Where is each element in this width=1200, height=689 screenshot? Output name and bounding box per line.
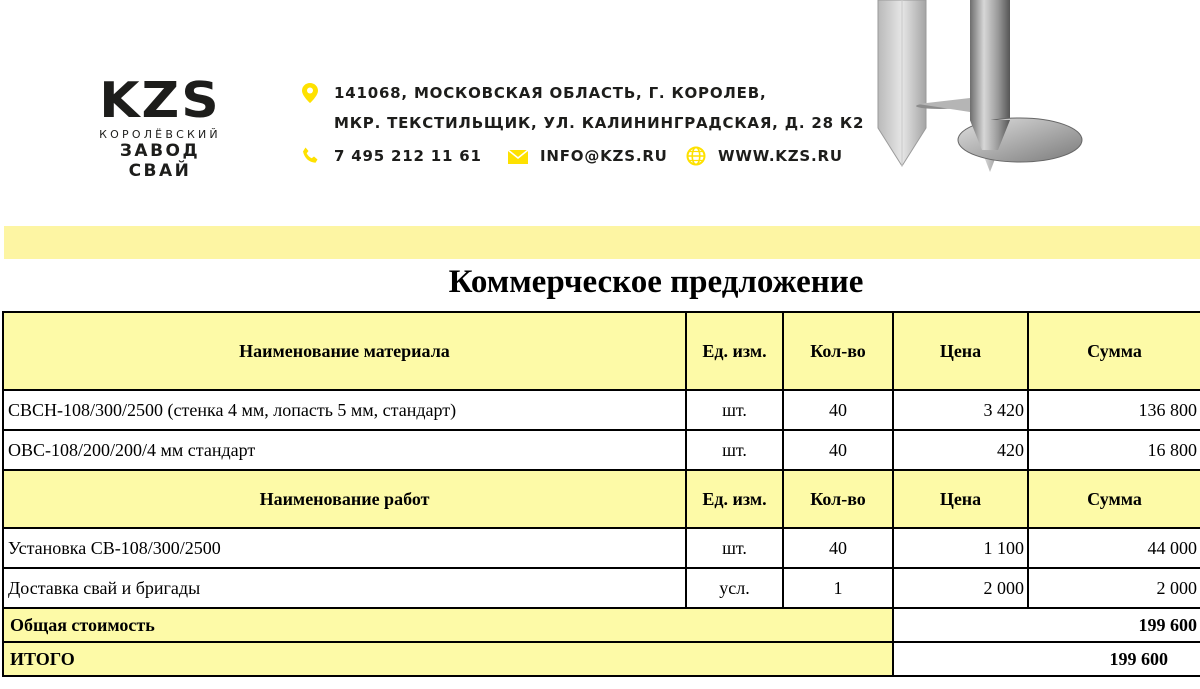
materials-header-price: Цена <box>893 312 1028 390</box>
materials-header-qty: Кол-во <box>783 312 893 390</box>
work-sum: 44 000 <box>1028 528 1200 568</box>
work-price: 1 100 <box>893 528 1028 568</box>
yellow-band <box>4 226 1200 259</box>
materials-header-name: Наименование материала <box>3 312 686 390</box>
work-unit: усл. <box>686 568 783 608</box>
total-row <box>3 608 1200 642</box>
logo-line1: КОРОЛЁВСКИЙ <box>99 128 221 141</box>
material-unit: шт. <box>686 390 783 430</box>
works-header-row <box>3 470 1200 528</box>
work-name: Установка СВ-108/300/2500 <box>3 528 686 568</box>
table-row <box>3 430 1200 470</box>
itogo-value: 199 600 <box>893 642 1200 676</box>
email-link[interactable]: INFO@KZS.RU <box>540 147 668 165</box>
work-name: Доставка свай и бригады <box>3 568 686 608</box>
table-row <box>3 528 1200 568</box>
company-logo <box>85 72 235 181</box>
material-price: 420 <box>893 430 1028 470</box>
work-price: 2 000 <box>893 568 1028 608</box>
materials-header-unit: Ед. изм. <box>686 312 783 390</box>
page-title: Коммерческое предложение <box>448 264 864 300</box>
works-header-name: Наименование работ <box>3 470 686 528</box>
website-link[interactable]: WWW.KZS.RU <box>718 147 843 165</box>
screw-pile-illustration <box>870 0 1090 172</box>
logo-brand: KZS <box>99 72 221 130</box>
offer-table <box>2 311 1200 677</box>
works-header-sum: Сумма <box>1028 470 1200 528</box>
material-qty: 40 <box>783 430 893 470</box>
work-unit: шт. <box>686 528 783 568</box>
works-header-qty: Кол-во <box>783 470 893 528</box>
address-line-1: 141068, МОСКОВСКАЯ ОБЛАСТЬ, Г. КОРОЛЕВ, <box>334 84 767 102</box>
total-label: Общая стоимость <box>3 608 893 642</box>
material-name: СВСН-108/300/2500 (стенка 4 мм, лопасть 5 мм, стандарт) <box>3 390 686 430</box>
phone-number[interactable]: 7 495 212 11 61 <box>334 147 482 165</box>
mail-icon <box>508 150 528 164</box>
table-row <box>3 568 1200 608</box>
work-sum: 2 000 <box>1028 568 1200 608</box>
material-sum: 16 800 <box>1028 430 1200 470</box>
total-value: 199 600 <box>893 608 1200 642</box>
work-qty: 40 <box>783 528 893 568</box>
table-row <box>3 390 1200 430</box>
itogo-label: ИТОГО <box>3 642 893 676</box>
materials-header-sum: Сумма <box>1028 312 1200 390</box>
logo-line2: ЗАВОД СВАЙ <box>119 141 201 181</box>
materials-header-row <box>3 312 1200 390</box>
phone-icon <box>302 147 320 165</box>
material-sum: 136 800 <box>1028 390 1200 430</box>
material-price: 3 420 <box>893 390 1028 430</box>
globe-icon <box>686 146 706 166</box>
works-header-unit: Ед. изм. <box>686 470 783 528</box>
address-line-2: МКР. ТЕКСТИЛЬЩИК, УЛ. КАЛИНИНГРАДСКАЯ, Д. 28 К2 <box>334 114 865 132</box>
works-header-price: Цена <box>893 470 1028 528</box>
material-name: ОВС-108/200/200/4 мм стандарт <box>3 430 686 470</box>
itogo-row <box>3 642 1200 676</box>
material-qty: 40 <box>783 390 893 430</box>
location-pin-icon <box>302 83 318 103</box>
work-qty: 1 <box>783 568 893 608</box>
material-unit: шт. <box>686 430 783 470</box>
